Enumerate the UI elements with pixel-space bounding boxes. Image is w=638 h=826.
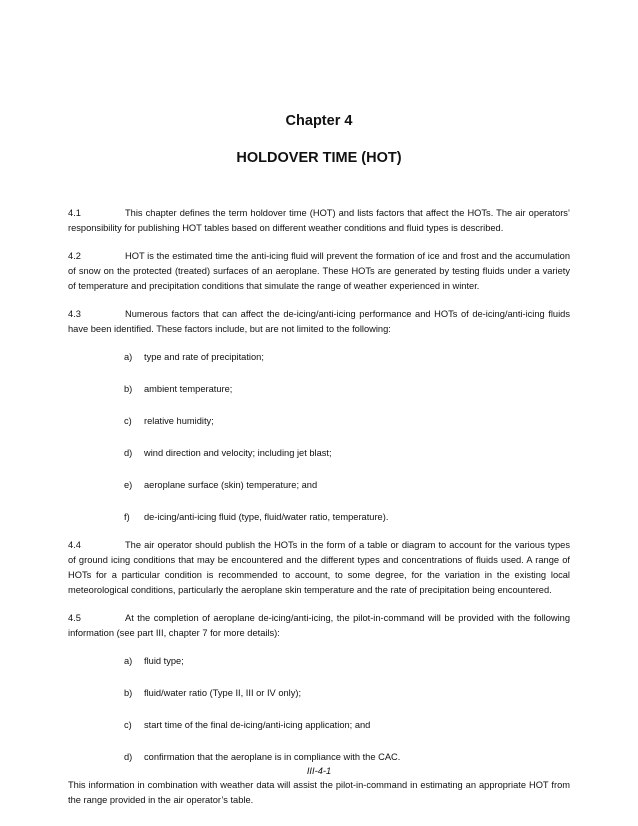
- paragraph-text: This chapter defines the term holdover time (HOT) and lists factors that affect the HOTs. The air operators’ responsibility for publishing HOT tables based on different weather conditions and fluid types is described.: [68, 208, 570, 233]
- paragraph-4-1: [68, 206, 570, 236]
- document-body: [68, 206, 570, 808]
- paragraph-number: 4.3: [68, 309, 81, 319]
- paragraph-4-4: [68, 538, 570, 598]
- list-item-label: d): [124, 448, 133, 458]
- list-item: [68, 750, 570, 765]
- list-item-label: c): [124, 416, 132, 426]
- list-item: [68, 686, 570, 701]
- paragraph-number: 4.4: [68, 540, 81, 550]
- list-item-text: wind direction and velocity; including jet blast;: [144, 448, 332, 458]
- chapter-heading: Chapter 4: [285, 113, 353, 129]
- paragraph-text: HOT is the estimated time the anti-icing fluid will prevent the formation of ice and frost and the accumulation of snow on the protected (treated) surfaces of an aeroplane. These HOTs are generated by testing fluids under a variety of temperature and precipitation conditions that simulate the range of weather experienced in winter.: [68, 251, 570, 291]
- paragraph-4-2: [68, 249, 570, 294]
- list-item-text: relative humidity;: [144, 416, 214, 426]
- list-item-label: a): [124, 352, 133, 362]
- closing-paragraph: This information in combination with weather data will assist the pilot-in-command in estimating an appropriate HOT from the range provided in the air operator’s table.: [68, 780, 570, 805]
- list-item-text: aeroplane surface (skin) temperature; and: [144, 480, 318, 490]
- list-item-text: ambient temperature;: [144, 384, 233, 394]
- list-item: [68, 350, 570, 365]
- list-item-label: b): [124, 384, 133, 394]
- paragraph-text: Numerous factors that can affect the de-icing/anti-icing performance and HOTs of de-icing/anti-icing fluids have been identified. These factors include, but are not limited to the following:: [68, 309, 570, 334]
- page-number: III-4-1: [306, 766, 332, 776]
- list-item: [68, 414, 570, 429]
- list-item-label: f): [124, 512, 130, 522]
- paragraph-number: 4.5: [68, 613, 81, 623]
- paragraph-4-3: [68, 307, 570, 337]
- list-item-label: b): [124, 688, 133, 698]
- list-item: [68, 718, 570, 733]
- list-item: [68, 510, 570, 525]
- list-item-label: e): [124, 480, 133, 490]
- paragraph-number: 4.1: [68, 208, 81, 218]
- paragraph-text: The air operator should publish the HOTs in the form of a table or diagram to account for the various types of ground icing conditions that may be encountered and the different types and concentrations of fluids used. A range of HOTs for a particular condition is recommended to account, to some degree, for the variation in the existing local meteorological conditions, particularly the aeroplane skin temperature and the rate of precipitation being encountered.: [68, 540, 570, 595]
- paragraph-text: At the completion of aeroplane de-icing/anti-icing, the pilot-in-command will be provided with the following information (see part III, chapter 7 for more details):: [68, 613, 570, 638]
- factors-list: [68, 350, 570, 525]
- paragraph-number: 4.2: [68, 251, 81, 261]
- list-item-text: type and rate of precipitation;: [144, 352, 264, 362]
- information-list: [68, 654, 570, 765]
- list-item: [68, 654, 570, 669]
- list-item-text: start time of the final de-icing/anti-icing application; and: [144, 720, 371, 730]
- list-item-text: confirmation that the aeroplane is in compliance with the CAC.: [144, 752, 401, 762]
- list-item: [68, 478, 570, 493]
- list-item: [68, 382, 570, 397]
- list-item-text: fluid/water ratio (Type II, III or IV only);: [144, 688, 302, 698]
- list-item-label: c): [124, 720, 132, 730]
- list-item-label: d): [124, 752, 133, 762]
- list-item-text: fluid type;: [144, 656, 184, 666]
- paragraph-4-5: [68, 611, 570, 641]
- list-item: [68, 446, 570, 461]
- list-item-text: de-icing/anti-icing fluid (type, fluid/water ratio, temperature).: [144, 512, 389, 522]
- page-title: HOLDOVER TIME (HOT): [236, 150, 402, 166]
- list-item-label: a): [124, 656, 133, 666]
